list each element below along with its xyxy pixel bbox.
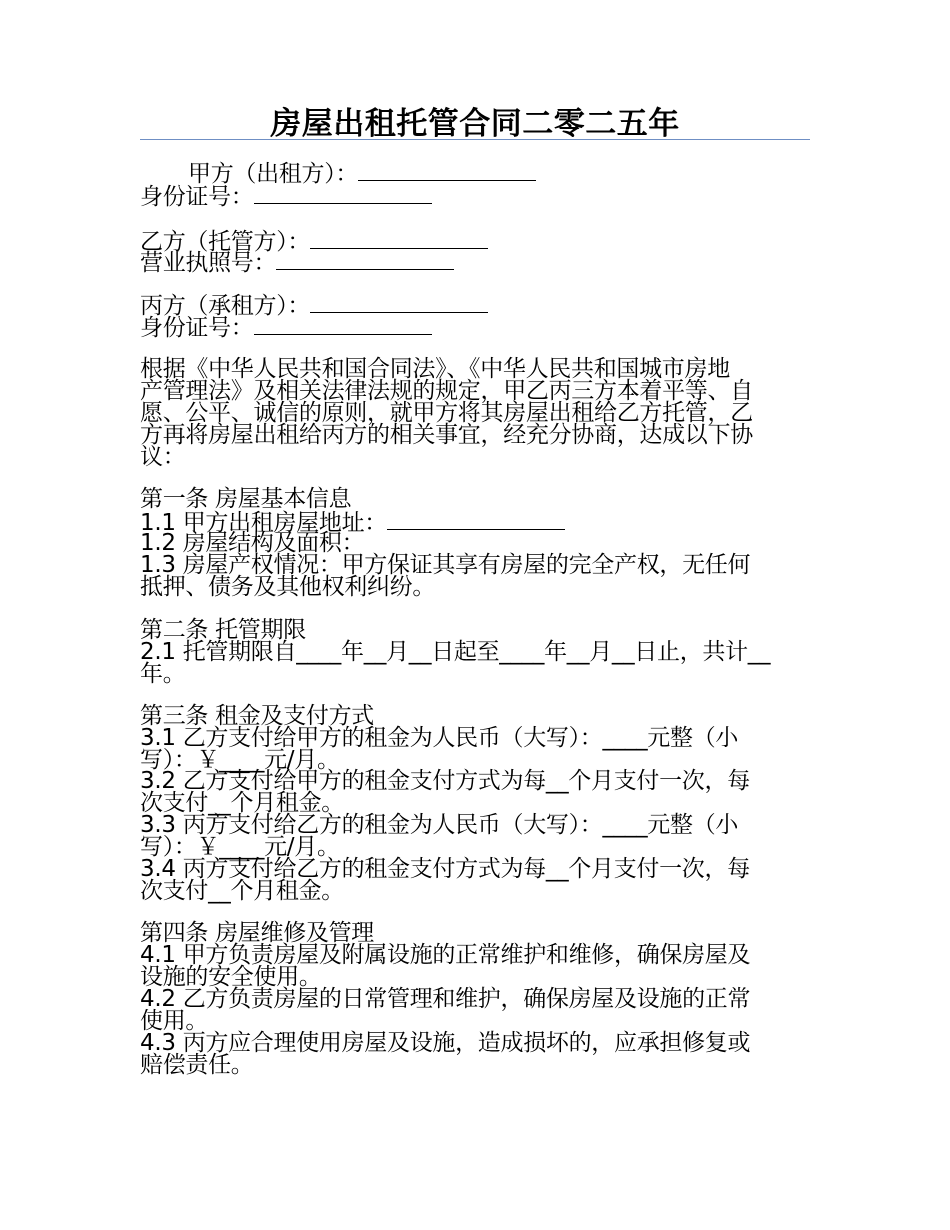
clause-2-1: 2.1 托管期限自____年__月__日起至____年__月__日止，共计__ bbox=[140, 639, 771, 665]
section-2-heading: 第二条 托管期限 bbox=[140, 617, 306, 643]
party-a-blank[interactable] bbox=[358, 160, 536, 181]
section-1-heading: 第一条 房屋基本信息 bbox=[140, 486, 352, 512]
party-c-blank[interactable] bbox=[310, 292, 488, 313]
clause-3-3: 3.3 丙方支付给乙方的租金为人民币（大写）：____元整（小 bbox=[140, 812, 739, 838]
clause-1-3: 1.3 房屋产权情况：甲方保证其享有房屋的完全产权，无任何 bbox=[140, 552, 751, 578]
party-c-id-line bbox=[140, 314, 810, 340]
party-b-license-blank[interactable] bbox=[276, 249, 454, 270]
title-underline bbox=[140, 139, 810, 140]
clause-4-1: 4.1 甲方负责房屋及附属设施的正常维护和维修，确保房屋及 bbox=[140, 942, 751, 968]
section-3-heading: 第三条 租金及支付方式 bbox=[140, 703, 375, 729]
party-b-blank[interactable] bbox=[310, 228, 488, 249]
party-a-label: 甲方（出租方）： bbox=[188, 161, 359, 187]
party-a-id-line bbox=[140, 183, 810, 209]
party-a-id-blank[interactable] bbox=[254, 183, 432, 204]
preamble-line: 根据《中华人民共和国合同法》、《中华人民共和国城市房地 bbox=[140, 356, 730, 382]
clause-3-3-cont: 写）：￥____元/月。 bbox=[140, 834, 340, 860]
clause-1-2: 1.2 房屋结构及面积： bbox=[140, 530, 365, 556]
clause-2-1-cont: 年。 bbox=[140, 661, 186, 687]
clause-3-4-cont: 次支付__个月租金。 bbox=[140, 878, 345, 904]
clause-4-2-cont: 使用。 bbox=[140, 1008, 209, 1034]
section-4-heading: 第四条 房屋维修及管理 bbox=[140, 920, 375, 946]
preamble-line: 议： bbox=[140, 444, 186, 470]
clause-3-2-cont: 次支付__个月租金。 bbox=[140, 790, 345, 816]
party-b-license-label: 营业执照号： bbox=[140, 250, 277, 276]
clause-4-3: 4.3 丙方应合理使用房屋及设施，造成损坏的，应承担修复或 bbox=[140, 1030, 751, 1056]
party-c-id-blank[interactable] bbox=[254, 314, 432, 335]
clause-3-1-cont: 写）：￥____元/月。 bbox=[140, 747, 340, 773]
clause-3-4: 3.4 丙方支付给乙方的租金支付方式为每__个月支付一次，每 bbox=[140, 856, 750, 882]
clause-4-1-cont: 设施的安全使用。 bbox=[140, 964, 322, 990]
party-b-label: 乙方（托管方）： bbox=[140, 229, 311, 255]
party-c-id-label: 身份证号： bbox=[140, 315, 254, 341]
preamble-line: 方再将房屋出租给丙方的相关事宜，经充分协商，达成以下协 bbox=[140, 422, 753, 448]
clause-4-3-cont: 赔偿责任。 bbox=[140, 1052, 254, 1078]
party-c-label: 丙方（承租方）： bbox=[140, 293, 311, 319]
preamble-line: 愿、公平、诚信的原则，就甲方将其房屋出租给乙方托管，乙 bbox=[140, 400, 753, 426]
clause-3-1: 3.1 乙方支付给甲方的租金为人民币（大写）：____元整（小 bbox=[140, 725, 739, 751]
document-title: 房屋出租托管合同二零二五年 bbox=[270, 106, 680, 142]
clause-3-2: 3.2 乙方支付给甲方的租金支付方式为每__个月支付一次，每 bbox=[140, 768, 750, 794]
clause-1-1-text: 1.1 甲方出租房屋地址： bbox=[140, 510, 387, 536]
party-b-license-line bbox=[140, 249, 810, 275]
address-blank[interactable] bbox=[387, 509, 565, 530]
clause-1-3-cont: 抵押、债务及其他权利纠纷。 bbox=[140, 574, 436, 600]
preamble-line: 产管理法》及相关法律法规的规定，甲乙丙三方本着平等、自 bbox=[140, 378, 753, 404]
clause-4-2: 4.2 乙方负责房屋的日常管理和维护，确保房屋及设施的正常 bbox=[140, 986, 751, 1012]
party-a-id-label: 身份证号： bbox=[140, 184, 254, 210]
